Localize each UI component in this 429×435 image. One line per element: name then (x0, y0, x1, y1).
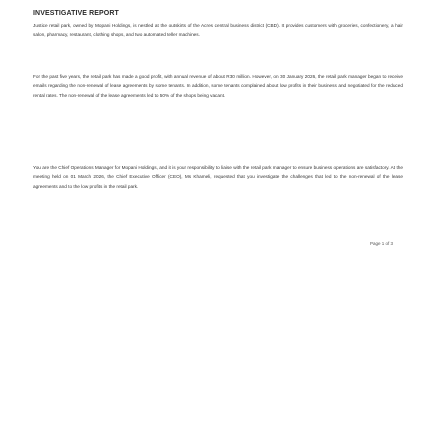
paragraph-task: You are the Chief Operations Manager for Mopani Holdings, and it is your responsibility to liaise with the retail park manager to ensure business operations are satisfactory. At the meeting held on 01 March 2026, the Chief Executive Officer (CEO), Ms Khameli, requested that you investigate the challenges that led to the non-renewal of the lease agreements and to the low profits in the retail park. (33, 165, 403, 189)
page-number: Page 1 of 3 (370, 241, 394, 246)
report-heading: INVESTIGATIVE REPORT (33, 10, 119, 17)
paragraph-problem: For the past five years, the retail park has made a good profit, with annual revenue of about R30 million. However, on 30 January 2026, the retail park manager began to receive emails regarding the non-renewal of lease agreements by some tenants. In addition, some tenants complained about low profits in their business and negotiated for the reduced rental rates. The non-renewal of the lease agreements led to 50% of the shops being vacant. (33, 74, 403, 98)
paragraph-background: Justice retail park, owned by Mopani Holdings, is nestled at the outskirts of the Acres central business district (CBD). It provides customers with groceries, confectionery, a hair salon, pharmacy, restaurant, clothing shops, and two automated teller machines. (33, 23, 403, 38)
